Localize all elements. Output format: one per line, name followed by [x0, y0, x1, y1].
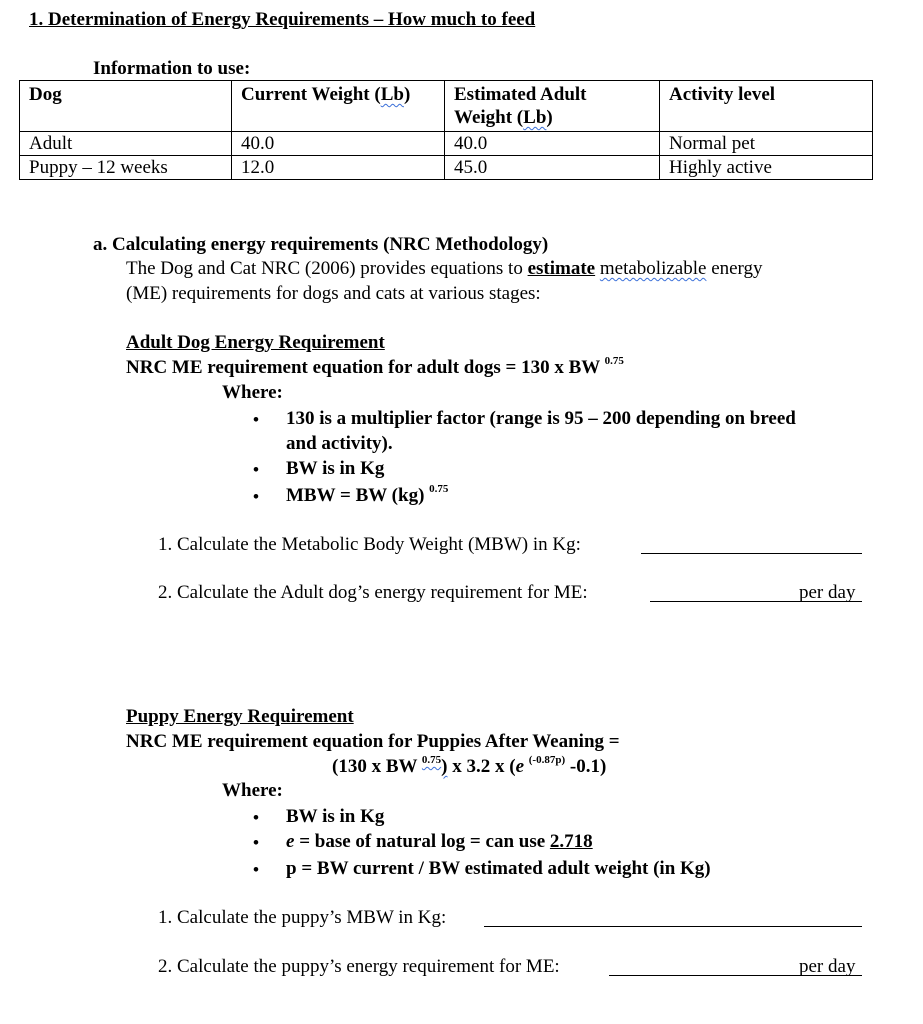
cell-activity: Normal pet [660, 132, 873, 156]
section-title: 1. Determination of Energy Requirements – How much to feed [29, 9, 536, 30]
table-header-row [20, 81, 873, 132]
adult-bullet-bw: BW is in Kg [286, 458, 385, 479]
adult-bullet-multiplier-cont: and activity). [286, 433, 393, 454]
puppy-section-title: Puppy Energy Requirement [126, 706, 354, 727]
adult-equation: NRC ME requirement equation for adult dogs = 130 x BW $^{0.75}$ [126, 355, 624, 378]
table-row [20, 132, 873, 156]
puppy-question-mbw: 1. Calculate the puppy’s MBW in Kg: [158, 907, 447, 928]
cell-current-weight: 40.0 [232, 132, 445, 156]
adult-bullet-multiplier: 130 is a multiplier factor (range is 95 – 200 depending on breed [286, 408, 796, 429]
bullet-icon: • [253, 410, 259, 429]
puppy-bullet-bw: BW is in Kg [286, 806, 385, 827]
adult-question-mbw: 1. Calculate the Metabolic Body Weight (MBW) in Kg: [158, 534, 581, 555]
dog-info-table [19, 80, 873, 180]
cell-adult-weight: 40.0 [445, 132, 660, 156]
table-row [20, 156, 873, 180]
puppy-bullet-p: p = BW current / BW estimated adult weight (in Kg) [286, 858, 711, 879]
cell-current-weight: 12.0 [232, 156, 445, 180]
cell-dog: Puppy – 12 weeks [20, 156, 232, 180]
puppy-question-me: 2. Calculate the puppy’s energy requirement for ME: [158, 956, 560, 977]
bullet-icon: • [253, 860, 259, 879]
header-activity: Activity level [660, 81, 873, 132]
bullet-icon: • [253, 833, 259, 852]
puppy-equation-line1: NRC ME requirement equation for Puppies After Weaning = [126, 731, 620, 752]
bullet-icon: • [253, 487, 259, 506]
header-adult-weight: Estimated Adult Weight (Lb) [445, 81, 660, 132]
bullet-icon: • [253, 808, 259, 827]
adult-where-label: Where: [222, 382, 283, 403]
adult-mbw-answer-blank[interactable] [641, 553, 862, 554]
puppy-per-day-label: per day [799, 956, 856, 977]
puppy-where-label: Where: [222, 780, 283, 801]
adult-per-day-label: per day [799, 582, 856, 603]
part-a-intro-line2: (ME) requirements for dogs and cats at various stages: [126, 283, 541, 304]
header-current-weight: Current Weight (Lb) [232, 81, 445, 132]
info-heading: Information to use: [93, 58, 251, 79]
adult-section-title: Adult Dog Energy Requirement [126, 332, 385, 353]
cell-adult-weight: 45.0 [445, 156, 660, 180]
adult-bullet-mbw: MBW = BW (kg) $^{0.75}$ [286, 483, 449, 506]
puppy-equation-line2: (130 x BW $^{0.75}$) x 3.2 x (e $^{(-0.87p)}$ -0.1) [332, 754, 607, 777]
cell-activity: Highly active [660, 156, 873, 180]
part-a-heading: a. Calculating energy requirements (NRC Methodology) [93, 234, 549, 255]
adult-question-me: 2. Calculate the Adult dog’s energy requirement for ME: [158, 582, 588, 603]
part-a-intro-line1: The Dog and Cat NRC (2006) provides equations to estimate metabolizable energy [126, 258, 763, 279]
cell-dog: Adult [20, 132, 232, 156]
puppy-mbw-answer-blank[interactable] [484, 926, 862, 927]
puppy-bullet-e: e = base of natural log = can use 2.718 [286, 831, 593, 852]
bullet-icon: • [253, 460, 259, 479]
header-dog: Dog [20, 81, 232, 132]
